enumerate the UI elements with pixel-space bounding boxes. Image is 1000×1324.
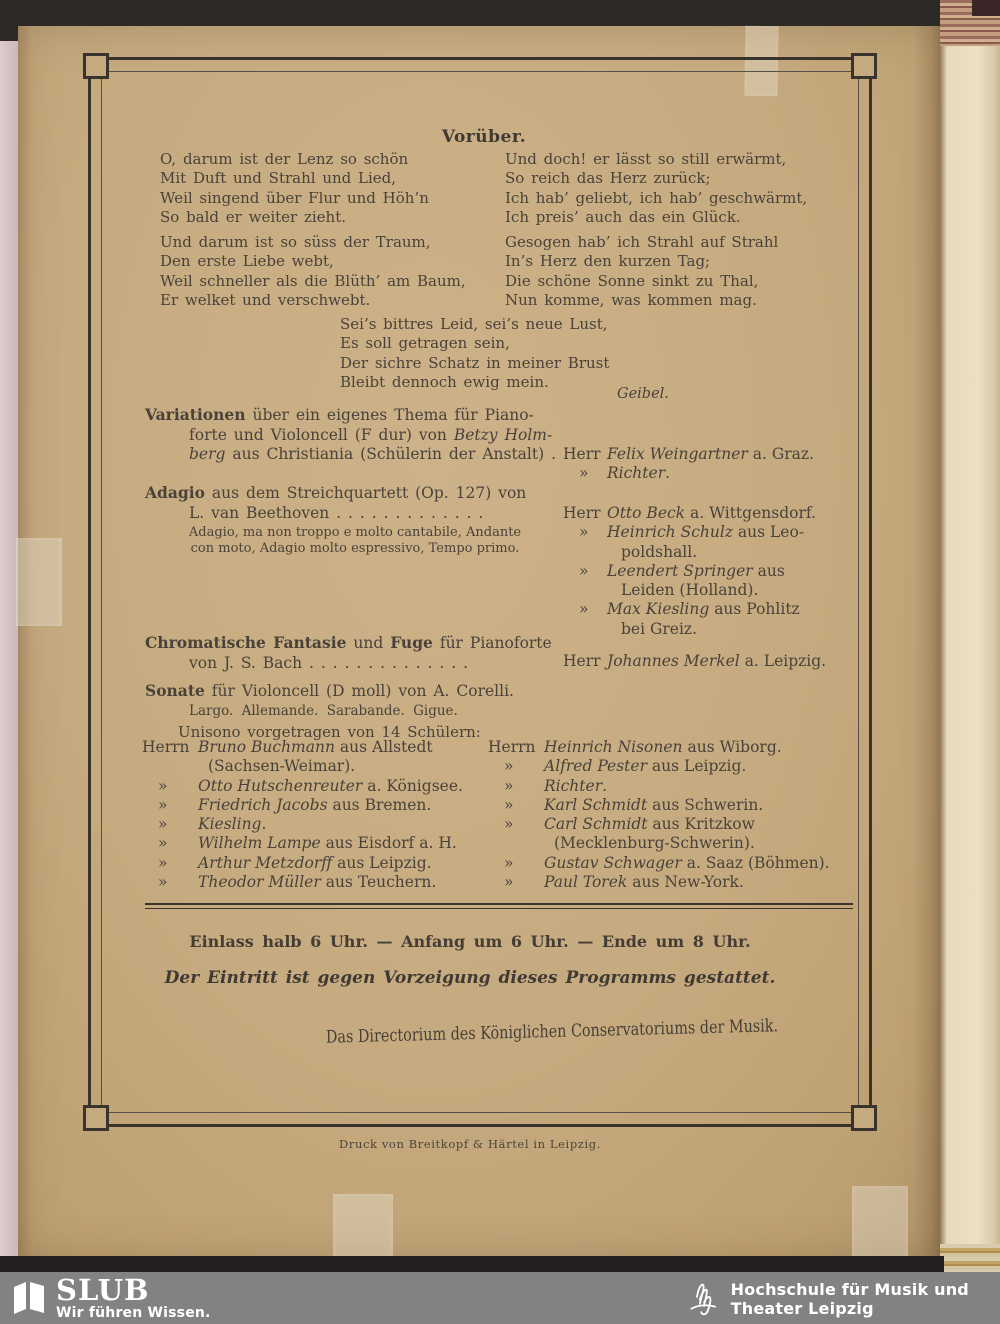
student-row [142, 815, 463, 834]
performer-list [563, 652, 826, 671]
slub-book-icon [12, 1280, 46, 1316]
performer-row [563, 543, 816, 562]
tape-mark [16, 538, 62, 626]
piece-line: Adagio aus dem Streichquartett (Op. 127) von [145, 483, 527, 502]
student-label: Herrn [142, 738, 190, 756]
performer-name: Heinrich Schulz aus Leo- [607, 523, 805, 542]
border-corner-ornament [851, 1105, 877, 1131]
student-list-left [142, 738, 463, 892]
poem-stanza [505, 233, 778, 310]
piece-movements-note [145, 525, 565, 557]
performer-label: » [579, 464, 589, 483]
student-name: Otto Hutschenreuter a. Königsee. [198, 776, 463, 795]
poem-line: Er welket und verschwebt. [160, 290, 371, 309]
piece-line: berg aus Christiania (Schülerin der Anstalt) . [189, 445, 557, 463]
student-row [142, 738, 463, 757]
poem-line: Weil singend über Flur und Höh’n [160, 188, 429, 207]
poem-stanza-center [340, 315, 609, 392]
book-foot-pages [938, 1244, 1000, 1272]
poem-line: In’s Herz den kurzen Tag; [505, 252, 711, 271]
performer-name: bei Greiz. [621, 619, 697, 638]
tape-mark [333, 1194, 393, 1258]
poem-line: Mit Duft und Strahl und Lied, [160, 169, 397, 188]
poem-line: Weil schneller als die Blüth’ am Baum, [160, 271, 466, 290]
student-name: Bruno Buchmann aus Allstedt [198, 738, 433, 756]
signature-line: Das Directorium des Königlichen Conservatoriums der Musik. [325, 1016, 779, 1048]
student-label: » [158, 873, 168, 892]
border-corner-ornament [83, 53, 109, 79]
student-row [488, 738, 830, 757]
performer-row [563, 652, 826, 671]
performer-name: Johannes Merkel a. Leipzig. [607, 652, 827, 670]
movement-line: Adagio, ma non troppo e molto cantabile, Andante [188, 525, 522, 540]
performer-label: Herr [563, 652, 601, 670]
slub-tagline: Wir führen Wissen. [56, 1305, 211, 1321]
student-name: Heinrich Nisonen aus Wiborg. [544, 738, 782, 756]
student-row [488, 777, 830, 796]
poem-line: Den erste Liebe webt, [160, 252, 334, 271]
hmt-wordmark: Hochschule für Musik und Theater Leipzig [730, 1280, 969, 1318]
poem-line: Und doch! er lässt so still erwärmt, [505, 150, 787, 168]
student-row [142, 873, 463, 892]
student-label: » [158, 776, 168, 795]
student-name: Wilhelm Lampe aus Eisdorf a. H. [198, 834, 457, 853]
performer-name: Max Kiesling aus Pohlitz [607, 600, 800, 619]
tape-mark [852, 1186, 908, 1258]
poem-line: Ich hab’ geliebt, ich hab’ geschwärmt, [505, 188, 808, 207]
book-page-edge [938, 0, 1000, 1324]
performer-list [563, 504, 816, 639]
poem-line: Die schöne Sonne sinkt zu Thal, [505, 271, 759, 290]
scan-background-top [0, 0, 940, 29]
unisono-note: Unisono vorgetragen von 14 Schülern: [178, 723, 481, 741]
poem-line: Ich preis’ auch das ein Glück. [505, 207, 741, 226]
performer-list [563, 445, 814, 484]
poem-line: Sei’s bittres Leid, sei’s neue Lust, [340, 315, 608, 333]
student-label: » [158, 815, 168, 834]
piece-chromatische-fantasie [145, 633, 552, 673]
poem-line: So reich das Herz zurück; [505, 169, 711, 188]
poem-stanza [505, 150, 807, 227]
poem-title: Vorüber. [441, 127, 527, 147]
poem-line: Gesogen hab’ ich Strahl auf Strahl [505, 233, 779, 251]
student-label: » [504, 873, 514, 892]
poem-line: O, darum ist der Lenz so schön [160, 150, 409, 168]
performer-row [563, 562, 816, 581]
performer-row [563, 445, 814, 464]
performer-name: poldshall. [621, 542, 698, 561]
performer-label: » [579, 561, 589, 580]
program-page [18, 26, 940, 1258]
student-row [142, 834, 463, 853]
viewer-footer-bar [0, 1272, 1000, 1324]
poem-stanza [160, 233, 466, 310]
divider-rule [145, 903, 853, 909]
performer-row [563, 523, 816, 542]
scan-background-bottom [0, 1256, 944, 1272]
student-name: Alfred Pester aus Leipzig. [544, 757, 747, 776]
poem-line: Es soll getragen sein, [340, 334, 510, 353]
student-label: » [158, 795, 168, 814]
performer-name: Leiden (Holland). [621, 581, 759, 600]
student-row [488, 796, 830, 815]
student-row [488, 757, 830, 776]
performer-row [563, 620, 816, 639]
poem-line: So bald er weiter zieht. [160, 207, 346, 226]
piece-line: Chromatische Fantasie und Fuge für Pianoforte [145, 633, 552, 652]
book-cover-corner [972, 0, 1000, 16]
student-row [142, 777, 463, 796]
piece-sonate [145, 681, 514, 702]
poem-line: Der sichre Schatz in meiner Brust [340, 353, 610, 372]
movement-line: con moto, Adagio molto espressivo, Tempo primo. [190, 541, 520, 557]
student-row [142, 796, 463, 815]
student-name: Friedrich Jacobs aus Bremen. [198, 795, 432, 814]
student-row [488, 834, 830, 853]
slub-logo[interactable] [12, 1273, 211, 1321]
poem-attribution: Geibel. [617, 386, 669, 402]
student-label: » [158, 834, 168, 853]
performer-name: Leendert Springer aus [607, 561, 785, 580]
performer-label: Herr [563, 445, 601, 463]
student-row [142, 854, 463, 873]
book-spine-strip [0, 29, 19, 1257]
student-name: Gustav Schwager a. Saaz (Böhmen). [544, 853, 830, 872]
piece-line: Variationen über ein eigenes Thema für Piano- [145, 405, 534, 424]
student-label: » [158, 853, 168, 872]
performer-row [563, 600, 816, 619]
performer-name: Otto Beck a. Wittgensdorf. [607, 504, 816, 522]
student-name: Kiesling. [198, 815, 267, 834]
student-row [488, 815, 830, 834]
student-label: » [504, 795, 514, 814]
piece-adagio [145, 483, 526, 523]
poem-stanza [160, 150, 429, 227]
piece-line: L. van Beethoven . . . . . . . . . . . . . [189, 503, 484, 522]
piece-line: Sonate für Violoncell (D moll) von A. Corelli. [145, 681, 514, 700]
student-name: Arthur Metzdorff aus Leipzig. [198, 853, 432, 872]
poem-line: Und darum ist so süss der Traum, [160, 233, 431, 251]
piece-variationen [145, 405, 556, 465]
student-name: Theodor Müller aus Teuchern. [198, 873, 437, 892]
poem-line: Nun komme, was kommen mag. [505, 290, 757, 309]
printer-imprint: Druck von Breitkopf & Härtel in Leipzig. [339, 1137, 601, 1151]
performer-row [563, 504, 816, 523]
slub-wordmark: SLUB [56, 1273, 150, 1307]
piece-line: forte und Violoncell (F dur) von Betzy Holm- [189, 425, 553, 444]
admission-notice: Der Eintritt ist gegen Vorzeigung dieses Programms gestattet. [164, 968, 776, 988]
student-list-right [488, 738, 830, 892]
border-corner-ornament [83, 1105, 109, 1131]
student-name: (Sachsen-Weimar). [208, 757, 356, 776]
student-name: Carl Schmidt aus Kritzkow [544, 815, 755, 834]
border-corner-ornament [851, 53, 877, 79]
student-name: Richter. [544, 776, 608, 795]
performer-label: » [579, 600, 589, 619]
performer-label: Herr [563, 504, 601, 522]
student-label: Herrn [488, 738, 536, 756]
student-name: (Mecklenburg-Schwerin). [554, 834, 755, 853]
student-label: » [504, 815, 514, 834]
performer-row [563, 581, 816, 600]
performer-name: Richter. [607, 464, 671, 483]
performer-label: » [579, 523, 589, 542]
admission-times: Einlass halb 6 Uhr. — Anfang um 6 Uhr. — Ende um 8 Uhr. [189, 932, 751, 951]
hmt-logo[interactable] [688, 1274, 1000, 1324]
student-name: Paul Torek aus New-York. [544, 873, 744, 892]
hmt-monogram-icon [688, 1274, 719, 1324]
piece-movements: Largo. Allemande. Sarabande. Gigue. [189, 703, 458, 719]
student-row [488, 873, 830, 892]
poem-line: Bleibt dennoch ewig mein. [340, 372, 549, 391]
student-label: » [504, 757, 514, 776]
piece-line: von J. S. Bach . . . . . . . . . . . . . . [189, 653, 469, 672]
student-name: Karl Schmidt aus Schwerin. [544, 795, 764, 814]
student-row [142, 757, 463, 776]
student-label: » [504, 776, 514, 795]
student-row [488, 854, 830, 873]
performer-name: Felix Weingartner a. Graz. [607, 445, 814, 463]
performer-row [563, 464, 814, 483]
student-label: » [504, 853, 514, 872]
